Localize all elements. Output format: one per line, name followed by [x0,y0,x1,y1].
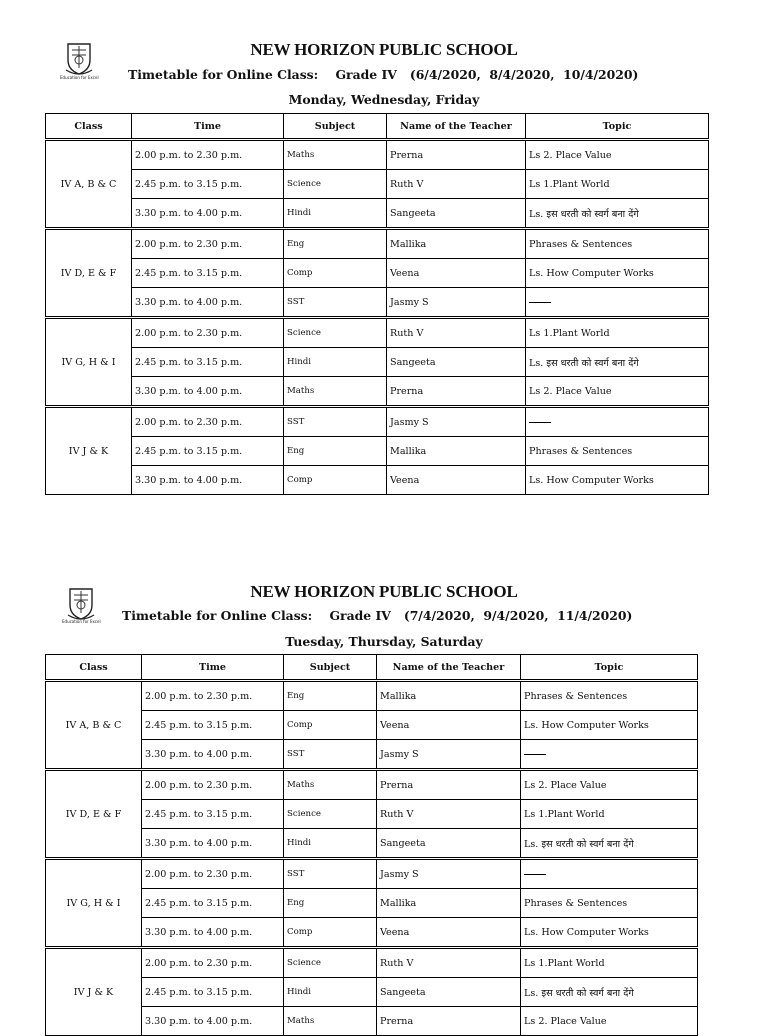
column-header: Subject [284,114,387,140]
column-header: Subject [284,655,377,681]
topic-cell [526,288,709,318]
table-row [46,140,709,170]
class-cell: IV A, B & C [46,681,142,770]
subject-cell: SST [284,407,387,437]
topic-cell: Ls. How Computer Works [526,466,709,495]
subject-cell: Eng [284,681,377,711]
time-cell: 3.30 p.m. to 4.00 p.m. [142,829,284,859]
teacher-cell: Prerna [377,1007,521,1036]
topic-cell: Ls 2. Place Value [526,377,709,407]
teacher-cell: Mallika [377,889,521,918]
table-row [46,829,698,859]
teacher-cell: Veena [387,259,526,288]
table-row [46,918,698,948]
subject-cell: Science [284,318,387,348]
table-row [46,199,709,229]
time-cell: 2.00 p.m. to 2.30 p.m. [142,859,284,889]
topic-cell [521,740,698,770]
topic-cell: Ls 1.Plant World [521,948,698,978]
teacher-cell: Jasmy S [377,859,521,889]
time-cell: 2.45 p.m. to 3.15 p.m. [142,711,284,740]
column-header: Time [132,114,284,140]
topic-cell: Ls. How Computer Works [526,259,709,288]
subject-cell: Eng [284,229,387,259]
subject-cell: Comp [284,466,387,495]
topic-cell: Ls 1.Plant World [526,318,709,348]
teacher-cell: Jasmy S [377,740,521,770]
time-cell: 2.45 p.m. to 3.15 p.m. [142,889,284,918]
topic-cell: Ls. इस धरती को स्वर्ग बना देंगे [526,348,709,377]
teacher-cell: Ruth V [377,800,521,829]
teacher-cell: Sangeeta [377,829,521,859]
topic-cell: Phrases & Sentences [526,437,709,466]
time-cell: 3.30 p.m. to 4.00 p.m. [142,740,284,770]
topic-cell: Ls 1.Plant World [526,170,709,199]
table-row [46,170,709,199]
subject-cell: SST [284,859,377,889]
teacher-cell: Jasmy S [387,288,526,318]
topic-cell: Ls. इस धरती को स्वर्ग बना देंगे [521,829,698,859]
logo-motto: Education for Excel [62,619,101,624]
subject-cell: Maths [284,377,387,407]
blank-line [524,754,546,755]
teacher-cell: Mallika [377,681,521,711]
subject-cell: SST [284,288,387,318]
timetable-table [45,654,698,1036]
logo-motto: Education for Excel [60,75,99,80]
timetable-subtitle: Timetable for Online Class: Grade IV (6/4/2020, 8/4/2020, 10/4/2020) [128,67,639,82]
time-cell: 3.30 p.m. to 4.00 p.m. [142,1007,284,1036]
table-row [46,229,709,259]
subject-cell: Science [284,170,387,199]
time-cell: 3.30 p.m. to 4.00 p.m. [142,918,284,948]
topic-cell: Phrases & Sentences [526,229,709,259]
time-cell: 2.45 p.m. to 3.15 p.m. [132,348,284,377]
topic-cell [526,407,709,437]
teacher-cell: Veena [377,711,521,740]
time-cell: 2.00 p.m. to 2.30 p.m. [132,318,284,348]
table-row [46,948,698,978]
class-cell: IV D, E & F [46,770,142,859]
subject-cell: Maths [284,770,377,800]
timetable-table [45,113,709,495]
topic-cell: Ls 2. Place Value [521,770,698,800]
subject-cell: Hindi [284,829,377,859]
table-row [46,770,698,800]
column-header: Topic [526,114,709,140]
table-row [46,889,698,918]
teacher-cell: Mallika [387,229,526,259]
topic-cell [521,859,698,889]
column-header: Class [46,114,132,140]
column-header: Time [142,655,284,681]
topic-cell: Ls. How Computer Works [521,918,698,948]
blank-line [529,422,551,423]
table-row [46,348,709,377]
time-cell: 3.30 p.m. to 4.00 p.m. [132,288,284,318]
class-cell: IV A, B & C [46,140,132,229]
class-cell: IV J & K [46,948,142,1036]
teacher-cell: Ruth V [387,318,526,348]
table-row [46,466,709,495]
school-name: NEW HORIZON PUBLIC SCHOOL [250,582,518,601]
table-row [46,859,698,889]
class-cell: IV D, E & F [46,229,132,318]
subject-cell: Hindi [284,978,377,1007]
subject-cell: Science [284,948,377,978]
class-cell: IV G, H & I [46,318,132,407]
topic-cell: Ls 1.Plant World [521,800,698,829]
time-cell: 3.30 p.m. to 4.00 p.m. [132,377,284,407]
table-row [46,437,709,466]
column-header: Class [46,655,142,681]
teacher-cell: Sangeeta [387,348,526,377]
time-cell: 2.45 p.m. to 3.15 p.m. [132,170,284,199]
table-row [46,800,698,829]
topic-cell: Ls 2. Place Value [521,1007,698,1036]
topic-cell: Phrases & Sentences [521,889,698,918]
topic-cell: Phrases & Sentences [521,681,698,711]
subject-cell: Comp [284,918,377,948]
teacher-cell: Prerna [387,140,526,170]
time-cell: 2.00 p.m. to 2.30 p.m. [132,140,284,170]
time-cell: 2.45 p.m. to 3.15 p.m. [132,437,284,466]
subject-cell: Science [284,800,377,829]
teacher-cell: Jasmy S [387,407,526,437]
timetable-days: Tuesday, Thursday, Saturday [285,634,483,649]
subject-cell: Comp [284,711,377,740]
school-name: NEW HORIZON PUBLIC SCHOOL [250,40,518,59]
teacher-cell: Veena [387,466,526,495]
teacher-cell: Ruth V [377,948,521,978]
subject-cell: Eng [284,437,387,466]
subject-cell: Hindi [284,348,387,377]
time-cell: 2.45 p.m. to 3.15 p.m. [142,800,284,829]
time-cell: 2.00 p.m. to 2.30 p.m. [142,681,284,711]
subject-cell: Eng [284,889,377,918]
teacher-cell: Veena [377,918,521,948]
table-row [46,318,709,348]
subject-cell: Hindi [284,199,387,229]
time-cell: 2.00 p.m. to 2.30 p.m. [142,948,284,978]
time-cell: 2.00 p.m. to 2.30 p.m. [142,770,284,800]
time-cell: 2.00 p.m. to 2.30 p.m. [132,229,284,259]
subject-cell: Maths [284,140,387,170]
table-row [46,288,709,318]
class-cell: IV G, H & I [46,859,142,948]
teacher-cell: Sangeeta [387,199,526,229]
blank-line [529,302,551,303]
table-row [46,1007,698,1036]
timetable-subtitle: Timetable for Online Class: Grade IV (7/4/2020, 9/4/2020, 11/4/2020) [122,608,633,623]
time-cell: 3.30 p.m. to 4.00 p.m. [132,466,284,495]
timetable-days: Monday, Wednesday, Friday [288,92,480,107]
header-row [46,114,709,140]
topic-cell: Ls 2. Place Value [526,140,709,170]
column-header: Name of the Teacher [387,114,526,140]
table-row [46,978,698,1007]
table-row [46,711,698,740]
class-cell: IV J & K [46,407,132,495]
header-row [46,655,698,681]
teacher-cell: Prerna [387,377,526,407]
topic-cell: Ls. How Computer Works [521,711,698,740]
teacher-cell: Ruth V [387,170,526,199]
table-row [46,259,709,288]
topic-cell: Ls. इस धरती को स्वर्ग बना देंगे [526,199,709,229]
column-header: Topic [521,655,698,681]
blank-line [524,874,546,875]
time-cell: 2.00 p.m. to 2.30 p.m. [132,407,284,437]
subject-cell: SST [284,740,377,770]
time-cell: 3.30 p.m. to 4.00 p.m. [132,199,284,229]
topic-cell: Ls. इस धरती को स्वर्ग बना देंगे [521,978,698,1007]
table-row [46,740,698,770]
time-cell: 2.45 p.m. to 3.15 p.m. [142,978,284,1007]
teacher-cell: Sangeeta [377,978,521,1007]
table-row [46,681,698,711]
subject-cell: Maths [284,1007,377,1036]
teacher-cell: Mallika [387,437,526,466]
teacher-cell: Prerna [377,770,521,800]
subject-cell: Comp [284,259,387,288]
column-header: Name of the Teacher [377,655,521,681]
table-row [46,377,709,407]
table-row [46,407,709,437]
time-cell: 2.45 p.m. to 3.15 p.m. [132,259,284,288]
